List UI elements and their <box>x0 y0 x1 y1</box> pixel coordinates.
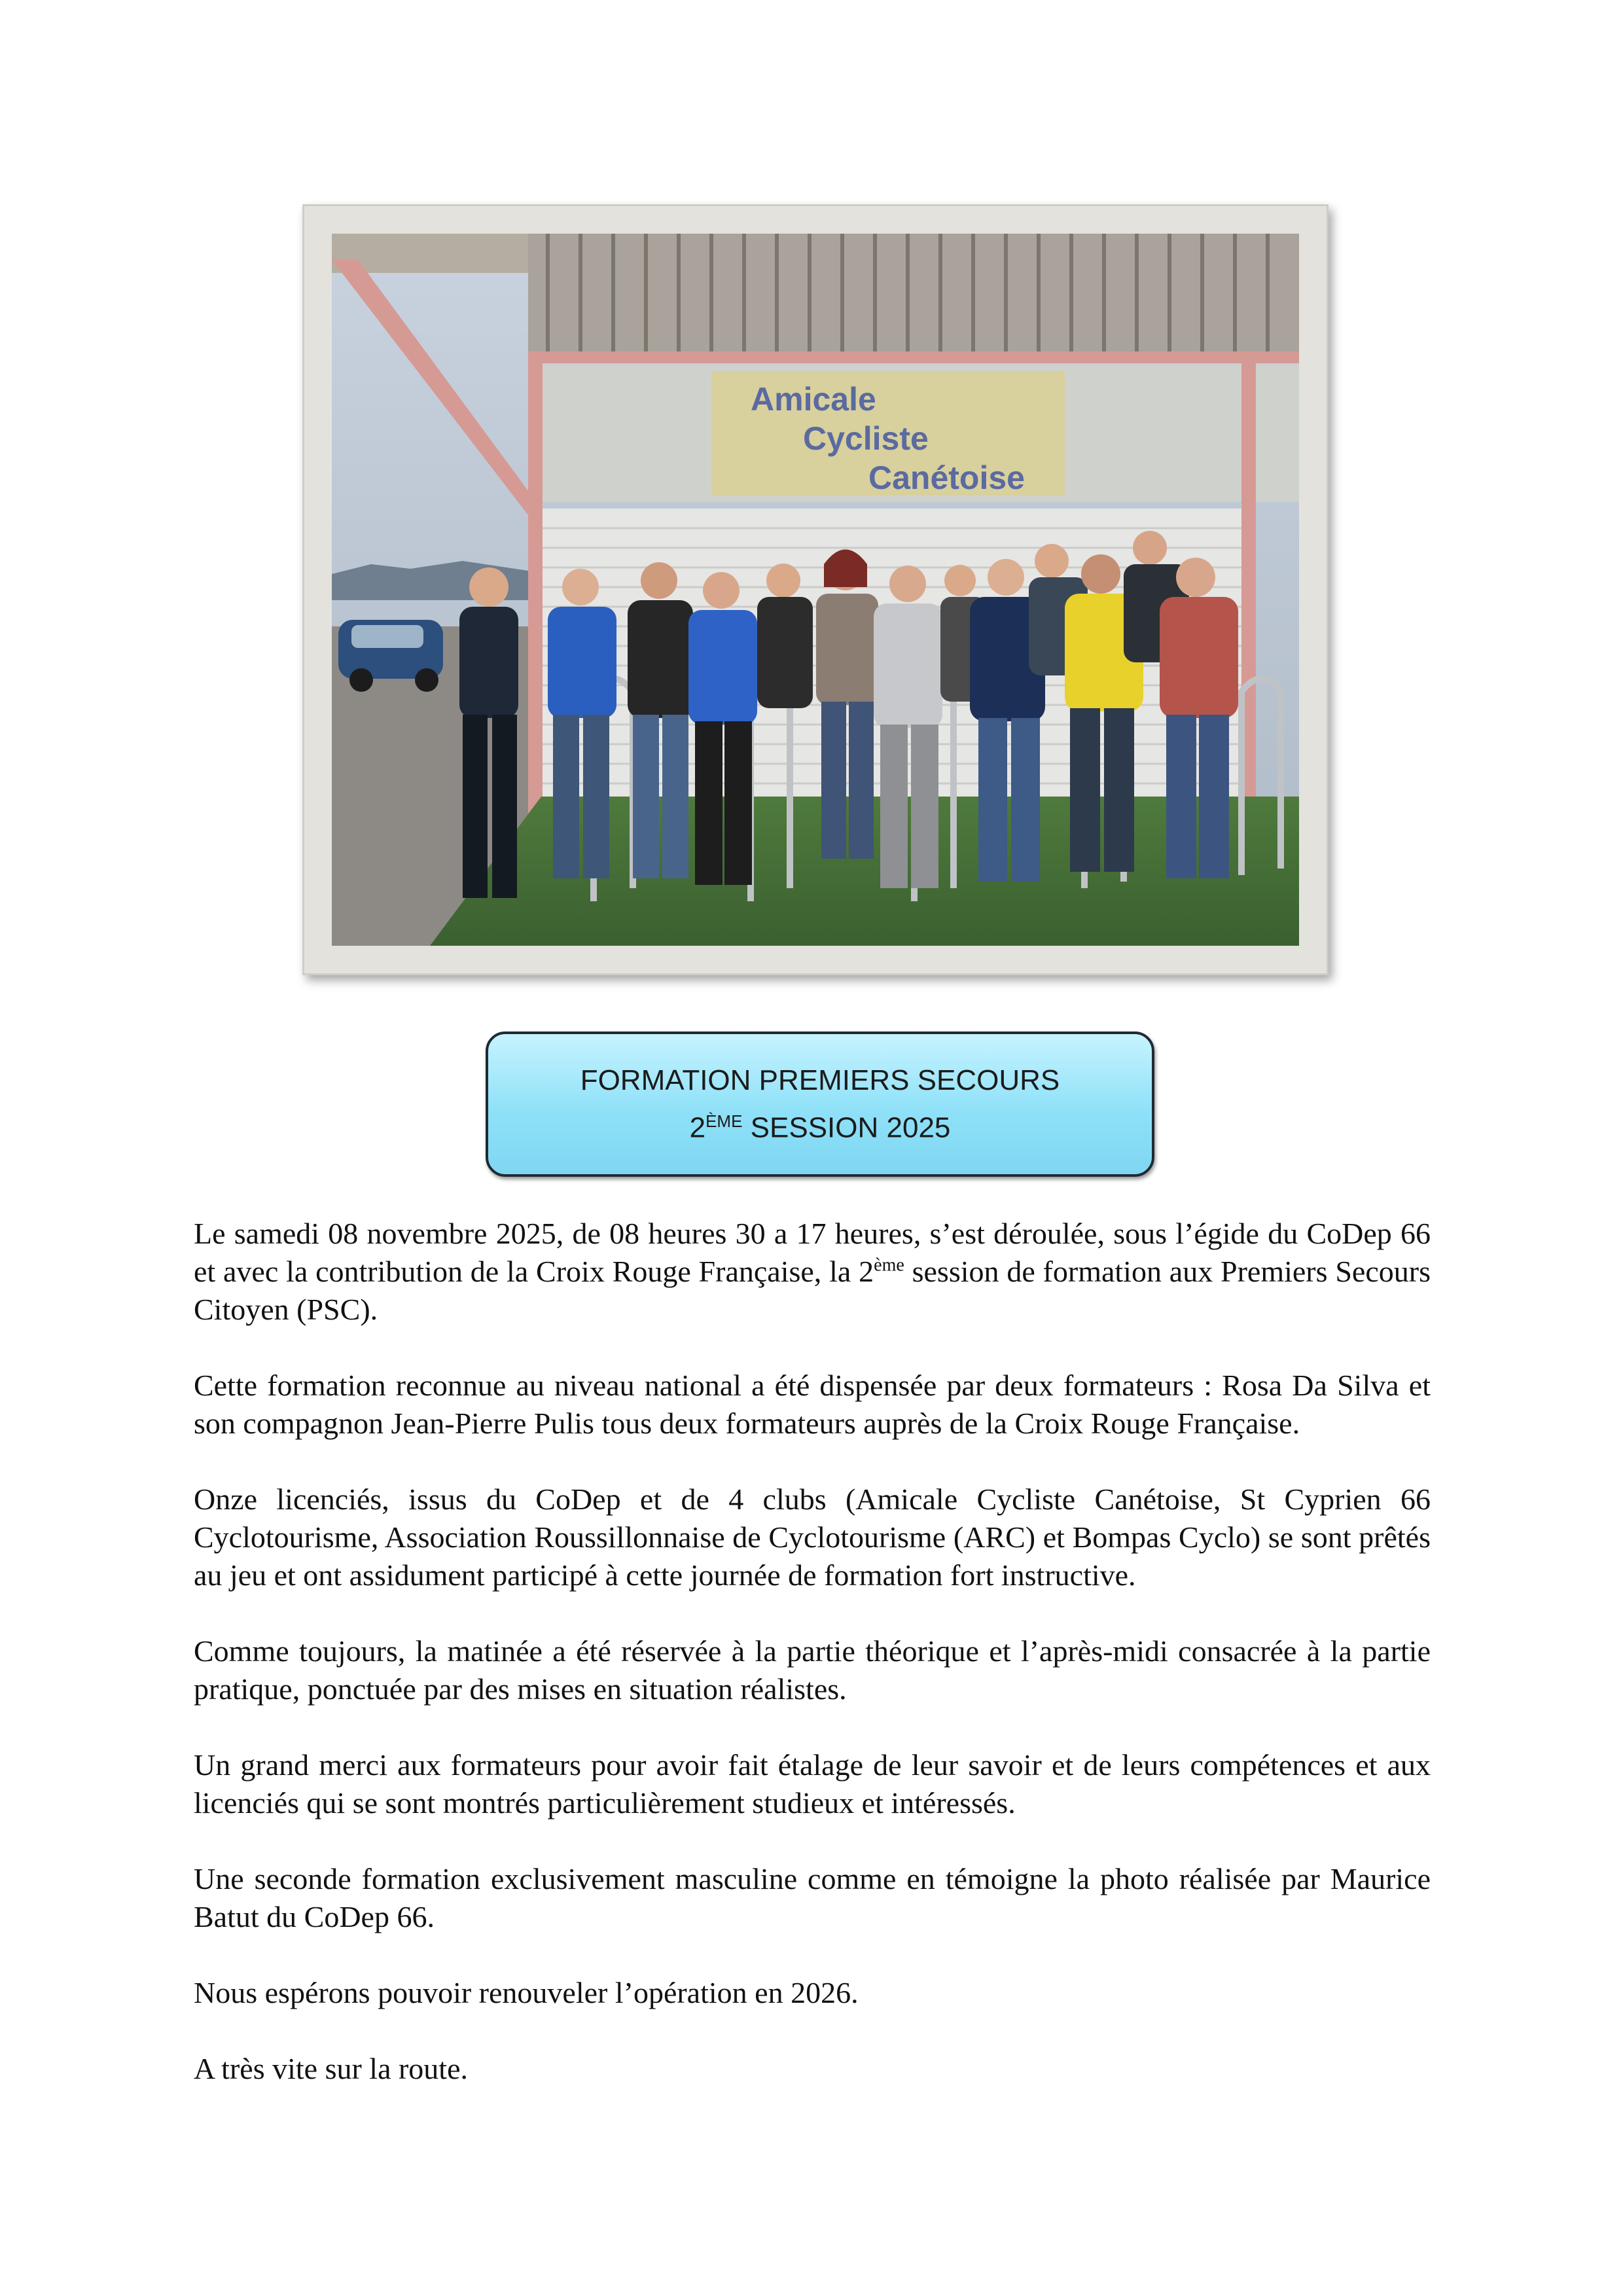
title-line2-prefix: 2 <box>689 1111 706 1144</box>
paragraph-3: Onze licenciés, issus du CoDep et de 4 clubs (Amicale Cycliste Canétoise, St Cyprien 66 Cyclotourisme, Association Roussillonnaise de Cyclotourisme (ARC) et Bompas Cyclo) se sont prêtés au jeu et ont assidument participé à cette journée de formation fort instructive. <box>194 1482 1431 1592</box>
paragraph-1-part2: session de formation aux Premiers Secours Citoyen (PSC). <box>194 1255 1431 1326</box>
title-line2-sup: ÈME <box>705 1111 743 1131</box>
sign-text-line2: Cycliste <box>803 420 929 457</box>
sign-text-line1: Amicale <box>751 381 876 418</box>
paragraph-8: A très vite sur la route. <box>194 2052 469 2085</box>
group-photo <box>332 234 1299 946</box>
title-line1: FORMATION PREMIERS SECOURS <box>580 1064 1060 1096</box>
paragraph-1-sup: ème <box>874 1255 904 1276</box>
paragraph-6: Une seconde formation exclusivement masculine comme en témoigne la photo réalisée par Maurice Batut du CoDep 66. <box>194 1862 1431 1933</box>
paragraph-5: Un grand merci aux formateurs pour avoir fait étalage de leur savoir et de leurs compétences et aux licenciés qui se sont montrés particulièrement studieux et intéressés. <box>194 1748 1431 1820</box>
paragraph-7: Nous espérons pouvoir renouveler l’opération en 2026. <box>194 1976 859 2009</box>
article-body <box>194 1215 1431 2126</box>
title-line2 <box>488 1101 1152 1149</box>
title-line2-suffix: SESSION 2025 <box>742 1111 951 1144</box>
paragraph-1 <box>194 1215 1431 1329</box>
paragraph-1-part1: Le samedi 08 novembre 2025, de 08 heures 30 a 17 heures, s’est déroulée, sous l’égide du CoDep 66 et avec la contribution de la Croix Rouge Française, la 2 <box>194 1217 1431 1288</box>
title-box <box>486 1031 1154 1177</box>
paragraph-2: Cette formation reconnue au niveau national a été dispensée par deux formateurs : Rosa Da Silva et son compagnon Jean-Pierre Pulis tous deux formateurs auprès de la Croix Rouge Française. <box>194 1369 1431 1440</box>
photo-frame <box>302 204 1329 975</box>
paragraph-4: Comme toujours, la matinée a été réservée à la partie théorique et l’après-midi consacrée à la partie pratique, ponctuée par des mises en situation réalistes. <box>194 1634 1431 1706</box>
sign-text-line3: Canétoise <box>868 459 1025 496</box>
